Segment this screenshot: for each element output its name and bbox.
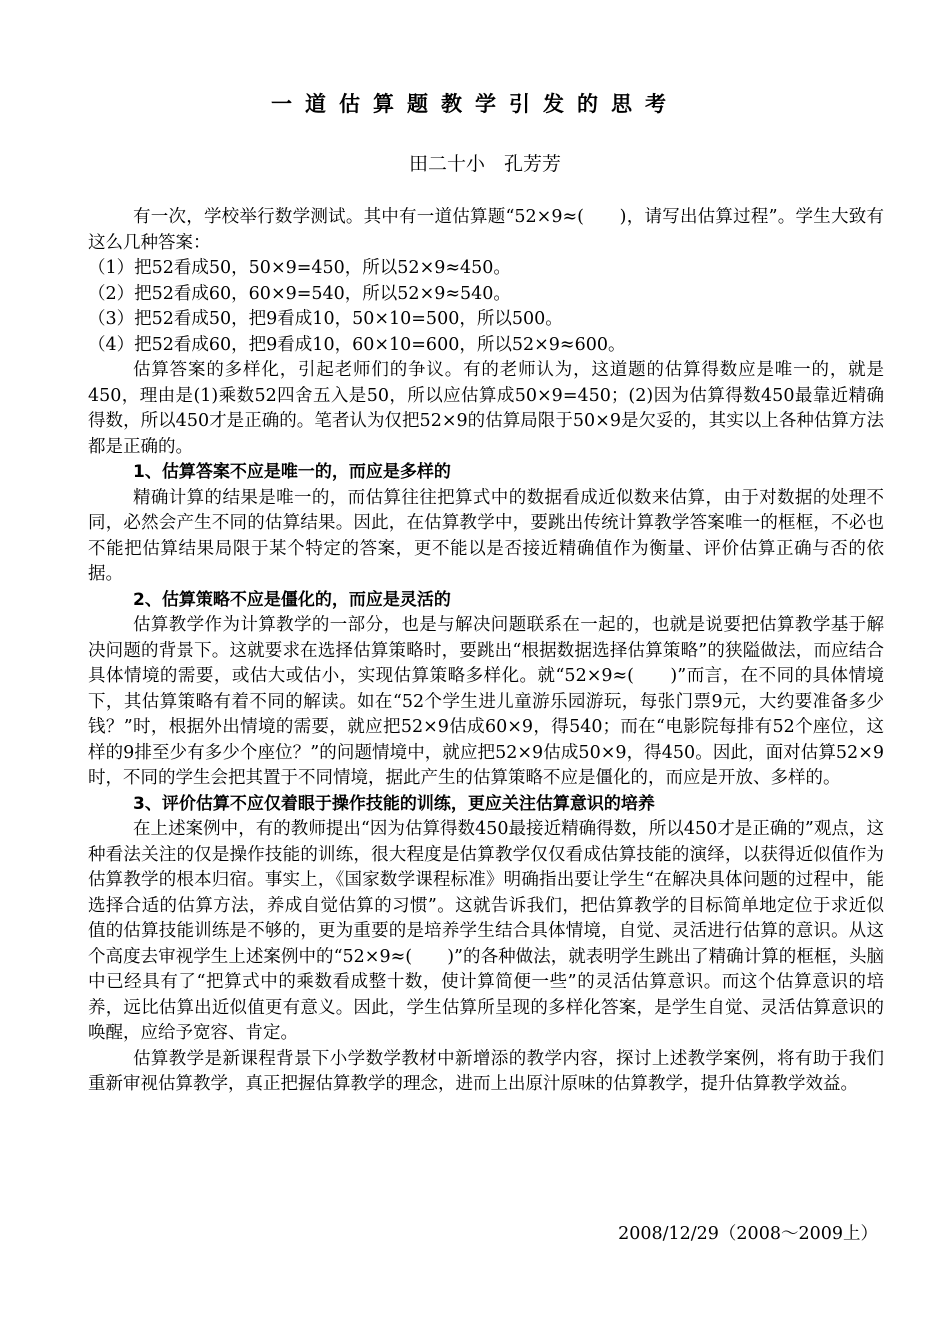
section-heading-3: 3、评价估算不应仅着眼于操作技能的训练，更应关注估算意识的培养 [133, 793, 655, 814]
section-3-paragraph: 在上述案例中，有的教师提出“因为估算得数450最接近精确得数，所以450才是正确的”观点，这种看法关注的仅是操作技能的训练，很大程度是估算教学仅仅看成估算技能的演绎，以获得近似值作为估算教学的根本归宿。事实上，《国家数学课程标准》明确指出要让学生“在解决具体问题的过程中，能选择合适的估算方法，养成自觉估算的习惯”。这就告诉我们，把估算教学的目标简单地定位于求近似值的估算技能训练是不够的，更为重要的是培养学生结合具体情境，自觉、灵活进行估算的意识。从这个高度去审视学生上述案例中的“52×9≈( )”的各种做法，就表明学生跳出了精确计算的框框，头脑中已经具有了“把算式中的乘数看成整十数，使计算简便一些”的灵活估算意识。而这个估算意识的培养，远比估算出近似值更有意义。因此，学生估算所呈现的多样化答案，是学生自觉、灵活估算意识的唤醒，应给予宽容、肯定。 [88, 819, 884, 1043]
section-2-paragraph: 估算教学作为计算教学的一部分，也是与解决问题联系在一起的，也就是说要把估算教学基于解决问题的背景下。这就要求在选择估算策略时，要跳出“根据数据选择估算策略”的狭隘做法，而应结合具体情境的需要，或估大或估小，实现估算策略多样化。就“52×9≈( )”而言，在不同的具体情境下，其估算策略有着不同的解读。如在“52个学生进儿童游乐园游玩，每张门票9元，大约要准备多少钱？”时，根据外出情境的需要，就应把52×9估成60×9，得540；而在“电影院每排有52个座位，这样的9排至少有多少个座位？”的问题情境中，就应把52×9估成50×9，得450。因此，面对估算52×9时，不同的学生会把其置于不同情境，据此产生的估算策略不应是僵化的，而应是开放、多样的。 [88, 615, 884, 788]
intro-paragraph: 有一次，学校举行数学测试。其中有一道估算题“52×9≈( )，请写出估算过程”。学生大致有这么几种答案： [88, 207, 884, 253]
answer-item: （4）把52看成60，把9看成10，60×10=600，所以52×9≈600。 [88, 334, 626, 355]
date-line: 2008/12/29（2008～2009上） [618, 1224, 878, 1244]
dispute-paragraph: 估算答案的多样化，引起老师们的争议。有的老师认为，这道题的估算得数应是唯一的，就是450，理由是(1)乘数52四舍五入是50，所以应估算成50×9=450；(2)因为估算得数450最靠近精确得数，所以450才是正确的。笔者认为仅把52×9的估算局限于50×9是欠妥的，其实以上各种估算方法都是正确的。 [88, 360, 884, 457]
section-1-paragraph: 精确计算的结果是唯一的，而估算往往把算式中的数据看成近似数来估算，由于对数据的处理不同，必然会产生不同的估算结果。因此，在估算教学中，要跳出传统计算教学答案唯一的框框，不必也不能把估算结果局限于某个特定的答案，更不能以是否接近精确值作为衡量、评价估算正确与否的依据。 [88, 487, 884, 584]
section-heading-2: 2、估算策略不应是僵化的，而应是灵活的 [133, 589, 451, 610]
answer-item: （2）把52看成60，60×9=540，所以52×9≈540。 [88, 283, 511, 304]
section-heading-1: 1、估算答案不应是唯一的，而应是多样的 [133, 462, 451, 482]
author-line: 田二十小 孔芳芳 [408, 153, 561, 175]
answer-item: （1）把52看成50，50×9=450，所以52×9≈450。 [88, 258, 511, 278]
page-title: 一道估算题教学引发的思考 [271, 92, 679, 116]
article-body [88, 205, 884, 1098]
conclusion-paragraph: 估算教学是新课程背景下小学数学教材中新增添的教学内容，探讨上述教学案例，将有助于我们重新审视估算教学，真正把握估算教学的理念，进而上出原汁原味的估算教学，提升估算教学效益。 [88, 1048, 884, 1094]
answer-item: （3）把52看成50，把9看成10，50×10=500，所以500。 [88, 309, 563, 329]
